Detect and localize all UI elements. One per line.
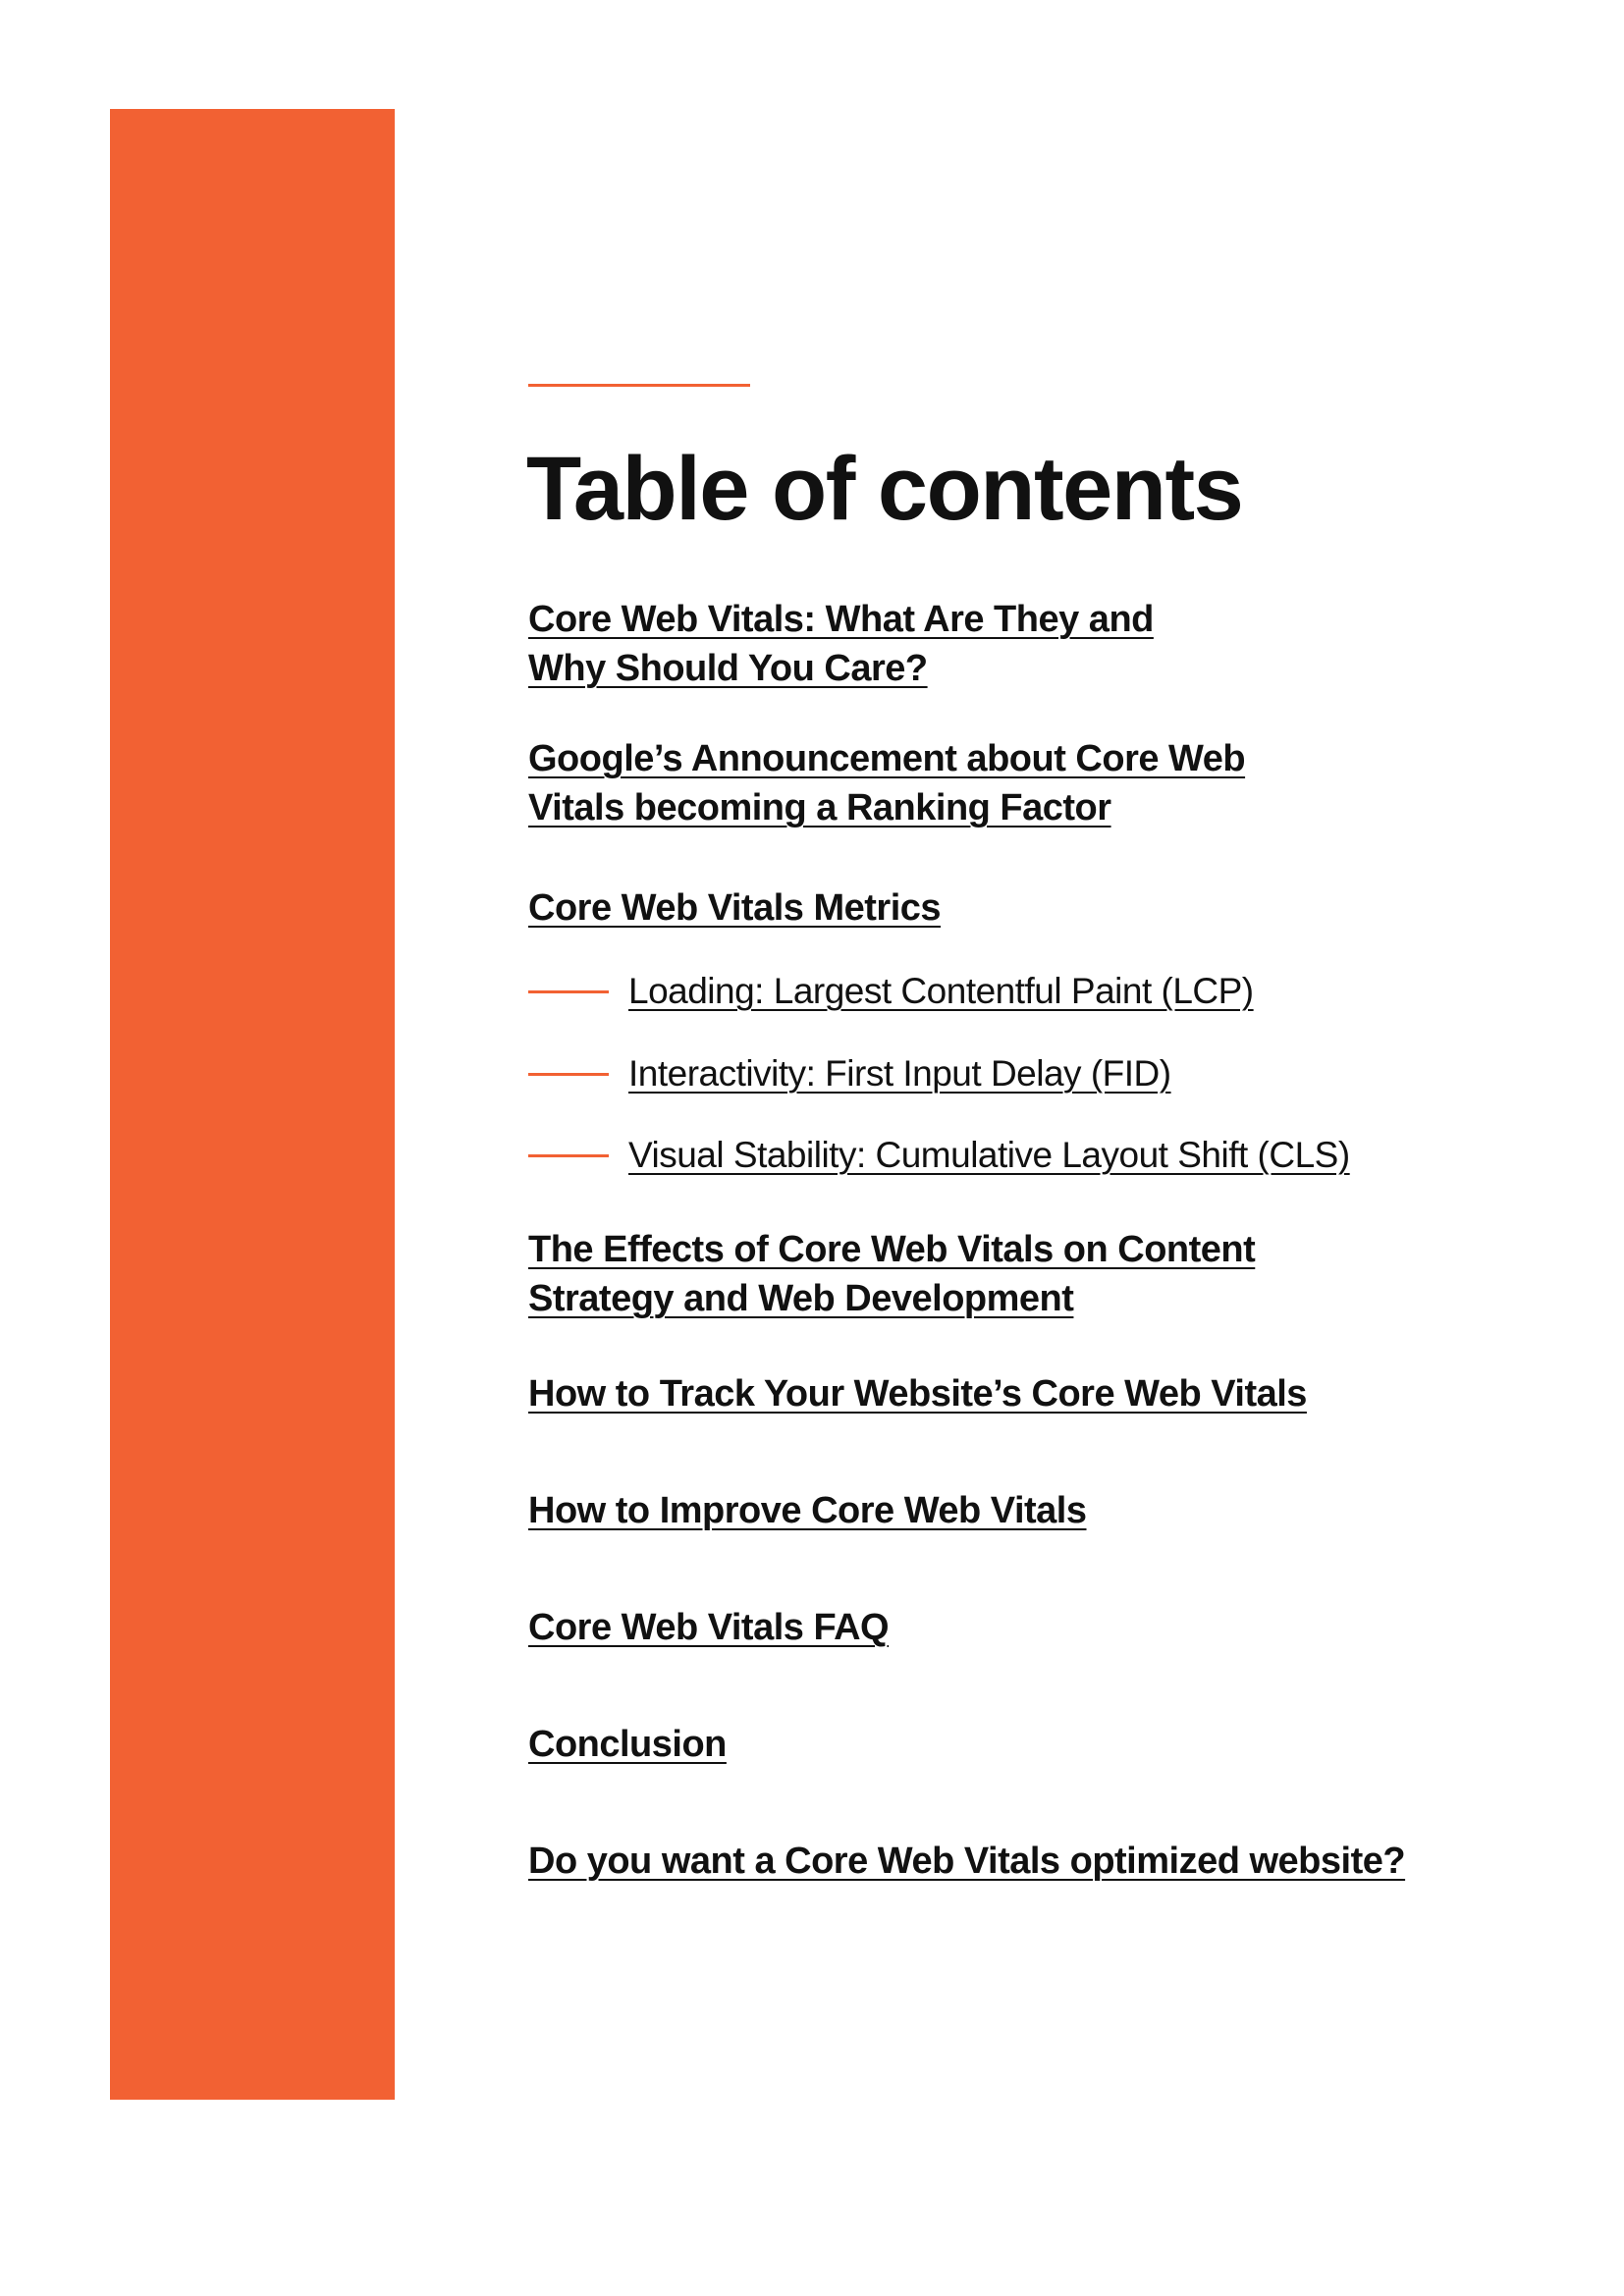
toc-link-line: Do you want a Core Web Vitals optimized website? bbox=[528, 1841, 1406, 1882]
toc-link-line: How to Track Your Website’s Core Web Vitals bbox=[528, 1373, 1307, 1415]
toc-link-optimized-website[interactable] bbox=[528, 1837, 1405, 1886]
toc-link-line: Why Should You Care? bbox=[528, 648, 928, 689]
toc-link-core-web-vitals-intro[interactable] bbox=[528, 595, 1154, 693]
toc-link-line: Core Web Vitals Metrics bbox=[528, 887, 942, 929]
toc-link-line: How to Improve Core Web Vitals bbox=[528, 1490, 1087, 1531]
decorative-side-band bbox=[110, 109, 395, 2100]
toc-link-line: Vitals becoming a Ranking Factor bbox=[528, 787, 1111, 828]
toc-link-line: Core Web Vitals FAQ bbox=[528, 1607, 890, 1648]
toc-link-metrics[interactable] bbox=[528, 883, 941, 933]
toc-subitem-lcp bbox=[528, 967, 1254, 1016]
toc-link-line: Core Web Vitals: What Are They and bbox=[528, 599, 1154, 640]
toc-sublink-cls[interactable]: Visual Stability: Cumulative Layout Shift (CLS) bbox=[628, 1135, 1350, 1175]
toc-sublink-lcp[interactable]: Loading: Largest Contentful Paint (LCP) bbox=[628, 971, 1254, 1011]
toc-link-faq[interactable] bbox=[528, 1603, 889, 1652]
page-title: Table of contents bbox=[526, 439, 1243, 539]
subitem-dash bbox=[528, 990, 609, 993]
subitem-dash bbox=[528, 1073, 609, 1076]
toc-sublink-fid[interactable]: Interactivity: First Input Delay (FID) bbox=[628, 1053, 1171, 1094]
toc-link-effects[interactable] bbox=[528, 1225, 1255, 1323]
toc-link-line: The Effects of Core Web Vitals on Content bbox=[528, 1229, 1256, 1270]
toc-link-line: Google’s Announcement about Core Web bbox=[528, 738, 1246, 779]
toc-subitem-cls bbox=[528, 1131, 1350, 1180]
toc-subitem-fid bbox=[528, 1049, 1171, 1098]
toc-link-google-announcement[interactable] bbox=[528, 734, 1245, 832]
toc-link-conclusion[interactable] bbox=[528, 1720, 727, 1769]
title-accent-rule bbox=[528, 384, 750, 387]
subitem-dash bbox=[528, 1154, 609, 1157]
toc-link-line: Strategy and Web Development bbox=[528, 1278, 1074, 1319]
toc-link-track[interactable] bbox=[528, 1369, 1307, 1418]
toc-link-improve[interactable] bbox=[528, 1486, 1087, 1535]
toc-link-line: Conclusion bbox=[528, 1724, 727, 1765]
